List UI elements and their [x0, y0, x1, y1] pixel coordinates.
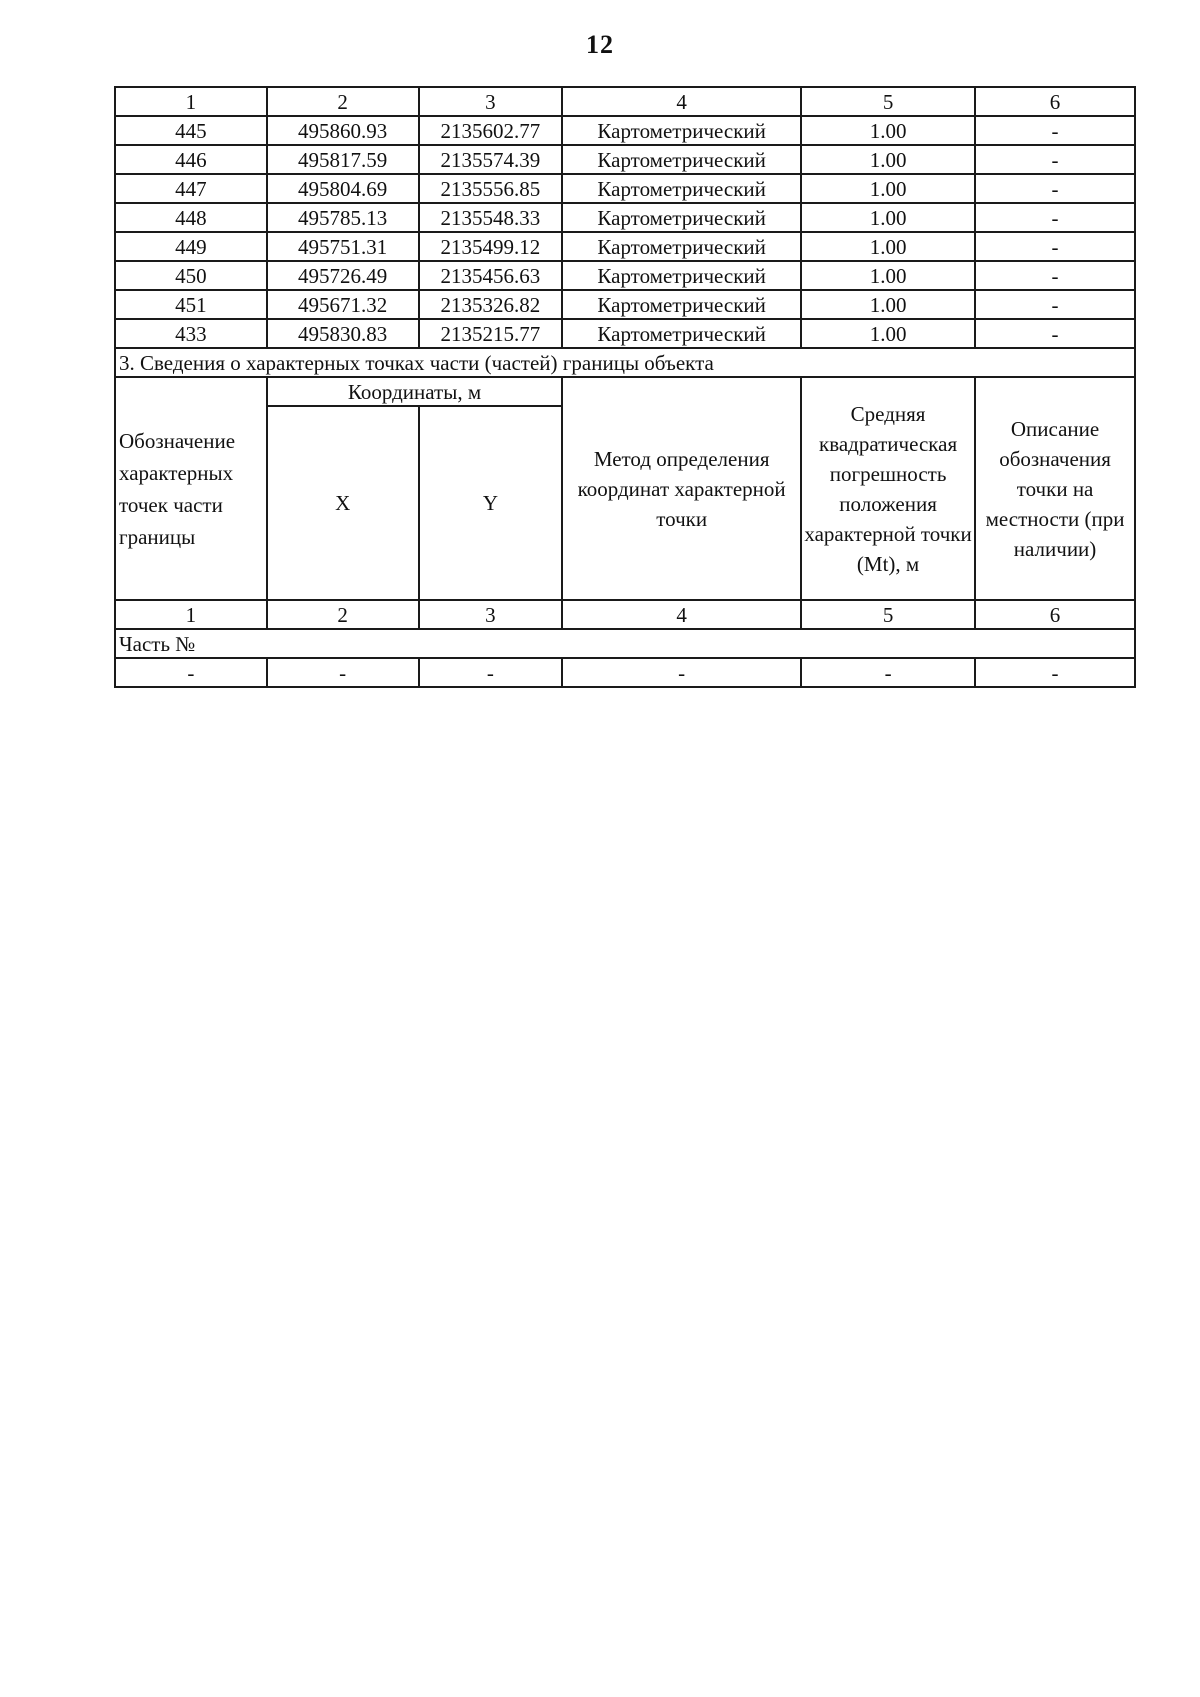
table-row: [115, 174, 1135, 203]
point-description: -: [975, 261, 1135, 290]
method: Картометрический: [562, 261, 801, 290]
coordinate-y: 2135556.85: [419, 174, 563, 203]
empty-cell: -: [267, 658, 419, 687]
header-row: [115, 377, 1135, 406]
column-number: 4: [562, 600, 801, 629]
part-label: Часть №: [115, 629, 1135, 658]
header-coordinates: Координаты, м: [267, 377, 562, 406]
table-row: [115, 658, 1135, 687]
header-description: Описание обозначения точки на местности (при наличии): [975, 377, 1135, 600]
column-number: 2: [267, 87, 419, 116]
point-description: -: [975, 290, 1135, 319]
part-row: [115, 629, 1135, 658]
method: Картометрический: [562, 290, 801, 319]
column-number-row: [115, 87, 1135, 116]
point-designation: 447: [115, 174, 267, 203]
point-description: -: [975, 116, 1135, 145]
point-designation: 433: [115, 319, 267, 348]
point-designation: 448: [115, 203, 267, 232]
table-row: [115, 232, 1135, 261]
method: Картометрический: [562, 116, 801, 145]
column-number: 1: [115, 600, 267, 629]
point-designation: 445: [115, 116, 267, 145]
point-designation: 450: [115, 261, 267, 290]
point-description: -: [975, 174, 1135, 203]
header-y: Y: [419, 406, 563, 600]
header-mean-square-error: Средняя квадратическая погрешность положения характерной точки (Mt), м: [801, 377, 975, 600]
point-description: -: [975, 232, 1135, 261]
empty-cell: -: [975, 658, 1135, 687]
mean-square-error: 1.00: [801, 290, 975, 319]
empty-cell: -: [562, 658, 801, 687]
coordinate-x: 495804.69: [267, 174, 419, 203]
column-number: 5: [801, 87, 975, 116]
column-number: 1: [115, 87, 267, 116]
column-number-row: [115, 600, 1135, 629]
method: Картометрический: [562, 319, 801, 348]
section-title: 3. Сведения о характерных точках части (частей) границы объекта: [115, 348, 1135, 377]
coordinate-x: 495726.49: [267, 261, 419, 290]
page-number: 12: [586, 30, 614, 59]
method: Картометрический: [562, 174, 801, 203]
coordinate-x: 495785.13: [267, 203, 419, 232]
table-row: [115, 203, 1135, 232]
column-number: 3: [419, 600, 563, 629]
mean-square-error: 1.00: [801, 203, 975, 232]
empty-cell: -: [115, 658, 267, 687]
column-number: 6: [975, 600, 1135, 629]
coordinate-y: 2135456.63: [419, 261, 563, 290]
empty-cell: -: [419, 658, 563, 687]
method: Картометрический: [562, 232, 801, 261]
point-description: -: [975, 319, 1135, 348]
mean-square-error: 1.00: [801, 232, 975, 261]
point-description: -: [975, 145, 1135, 174]
coordinate-x: 495751.31: [267, 232, 419, 261]
table-row: [115, 319, 1135, 348]
coordinate-y: 2135499.12: [419, 232, 563, 261]
table-row: [115, 261, 1135, 290]
method: Картометрический: [562, 145, 801, 174]
mean-square-error: 1.00: [801, 319, 975, 348]
coordinate-y: 2135548.33: [419, 203, 563, 232]
boundary-points-table: [114, 86, 1136, 688]
column-number: 3: [419, 87, 563, 116]
header-x: X: [267, 406, 419, 600]
column-number: 5: [801, 600, 975, 629]
coordinate-x: 495817.59: [267, 145, 419, 174]
point-designation: 449: [115, 232, 267, 261]
column-number: 2: [267, 600, 419, 629]
table-row: [115, 145, 1135, 174]
mean-square-error: 1.00: [801, 261, 975, 290]
mean-square-error: 1.00: [801, 116, 975, 145]
coordinate-x: 495860.93: [267, 116, 419, 145]
column-number: 4: [562, 87, 801, 116]
point-designation: 451: [115, 290, 267, 319]
empty-cell: -: [801, 658, 975, 687]
point-designation: 446: [115, 145, 267, 174]
coordinate-y: 2135215.77: [419, 319, 563, 348]
point-description: -: [975, 203, 1135, 232]
coordinate-y: 2135326.82: [419, 290, 563, 319]
mean-square-error: 1.00: [801, 174, 975, 203]
table-row: [115, 290, 1135, 319]
section-title-row: [115, 348, 1135, 377]
table-row: [115, 116, 1135, 145]
header-designation: Обозначение характерных точек части границы: [115, 377, 267, 600]
coordinate-y: 2135602.77: [419, 116, 563, 145]
mean-square-error: 1.00: [801, 145, 975, 174]
coordinate-y: 2135574.39: [419, 145, 563, 174]
column-number: 6: [975, 87, 1135, 116]
header-method: Метод определения координат характерной точки: [562, 377, 801, 600]
method: Картометрический: [562, 203, 801, 232]
coordinate-x: 495830.83: [267, 319, 419, 348]
coordinate-x: 495671.32: [267, 290, 419, 319]
